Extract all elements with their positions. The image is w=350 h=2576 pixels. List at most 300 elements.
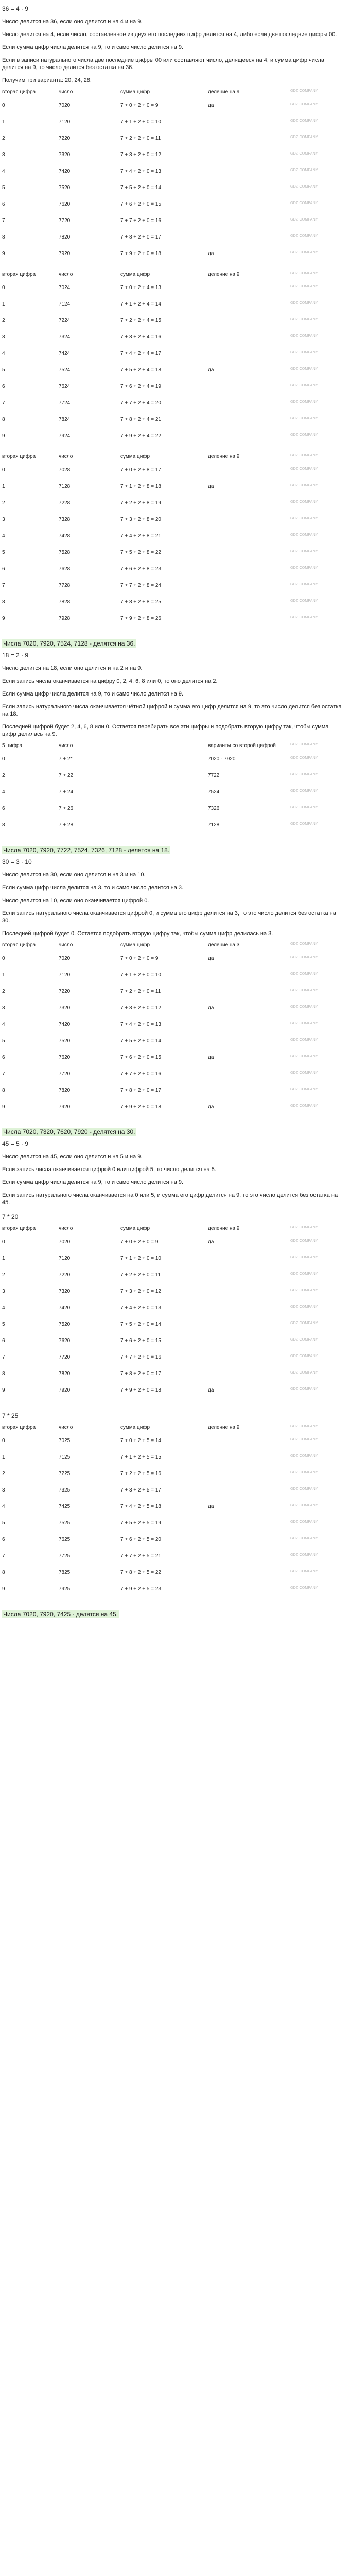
table-row: [2, 1387, 344, 1404]
number-cell: 7928: [59, 616, 71, 621]
digit-cell: 6: [2, 1537, 5, 1543]
table-row: [2, 285, 344, 301]
digit-cell: 9: [2, 433, 5, 439]
section-title: 30 = 3 · 10: [2, 858, 32, 866]
table-header-cell: сумма цифр: [120, 1226, 150, 1231]
watermark: GDZ.COMPANY: [290, 533, 318, 537]
section-title: 45 = 5 · 9: [2, 1140, 29, 1147]
digit-cell: 4: [2, 1022, 5, 1027]
divisibility-cell: 7326: [208, 806, 220, 811]
answer-highlight: Числа 7020, 7320, 7620, 7920 - делятся на 30.: [3, 1128, 135, 1136]
table-row: [2, 773, 344, 789]
table-row: [2, 500, 344, 517]
table-row: [2, 1071, 344, 1088]
table-row: [2, 234, 344, 251]
answer-highlight: Числа 7020, 7920, 7524, 7128 - делятся на 36.: [3, 640, 135, 647]
table-header-cell: вторая цифра: [2, 454, 36, 460]
digit-cell: 1: [2, 119, 5, 125]
watermark: GDZ.COMPANY: [290, 285, 318, 289]
watermark: GDZ.COMPANY: [290, 234, 318, 238]
watermark: GDZ.COMPANY: [290, 135, 318, 139]
table-header-cell: вторая цифра: [2, 942, 36, 948]
paragraph: Если сумма цифр числа делится на 3, то и само число делится на 3.: [2, 885, 184, 891]
table-row: [2, 1537, 344, 1553]
divisibility-cell: 7128: [208, 822, 220, 828]
table-header-cell: деление на 9: [208, 1226, 240, 1231]
digit-cell: 0: [2, 1438, 5, 1444]
digit-cell: 5: [2, 367, 5, 373]
table-row: [2, 384, 344, 400]
paragraph: Число делится на 18, если оно делится и на 2 и на 9.: [2, 665, 143, 671]
watermark: GDZ.COMPANY: [290, 384, 318, 387]
number-cell: 7524: [59, 367, 71, 373]
table-header-cell: деление на 9: [208, 272, 240, 277]
table-row: [2, 1289, 344, 1305]
table-row: [2, 1088, 344, 1104]
digit-sum-cell: 7 + 7 + 2 + 0 = 16: [120, 1071, 161, 1077]
table-header-cell: сумма цифр: [120, 89, 150, 95]
table-row: [2, 201, 344, 218]
digit-table: [2, 942, 344, 1121]
section-36: [2, 1, 344, 648]
divisibility-cell: да: [208, 251, 214, 257]
digit-table: [2, 743, 344, 839]
digit-sum-cell: 7 + 5 + 2 + 0 = 14: [120, 1038, 161, 1044]
watermark: GDZ.COMPANY: [290, 318, 318, 321]
paragraph: Если сумма цифр числа делится на 9, то и само число делится на 9.: [2, 44, 184, 50]
digit-sum-cell: 7 + 2 + 2 + 8 = 19: [120, 500, 161, 506]
digit-cell: 2: [2, 989, 5, 994]
watermark: GDZ.COMPANY: [290, 1570, 318, 1573]
watermark: GDZ.COMPANY: [290, 773, 318, 776]
digit-sum-cell: 7 + 6 + 2 + 5 = 20: [120, 1537, 161, 1543]
table-row: [2, 1321, 344, 1338]
digit-cell: 3: [2, 152, 5, 158]
digit-cell: 8: [2, 599, 5, 605]
table-header-cell: число: [59, 1425, 73, 1430]
watermark: GDZ.COMPANY: [290, 272, 318, 275]
watermark: GDZ.COMPANY: [290, 1425, 318, 1428]
digit-sum-cell: 7 + 3 + 2 + 4 = 16: [120, 334, 161, 340]
table-header-row: [2, 89, 344, 103]
watermark: GDZ.COMPANY: [290, 583, 318, 586]
number-cell: 7125: [59, 1454, 71, 1460]
number-cell: 7228: [59, 500, 71, 506]
table-header-cell: деление на 9: [208, 454, 240, 460]
digit-table: [2, 272, 344, 450]
table-row: [2, 956, 344, 972]
number-cell: 7028: [59, 467, 71, 473]
digit-sum-cell: 7 + 1 + 2 + 4 = 14: [120, 301, 161, 307]
table-row: [2, 467, 344, 484]
paragraph: Получим три варианта: 20, 24, 28.: [2, 77, 92, 83]
table-row: [2, 1104, 344, 1121]
digit-cell: 3: [2, 1487, 5, 1493]
watermark: GDZ.COMPANY: [290, 1022, 318, 1025]
digit-sum-cell: 7 + 3 + 2 + 0 = 12: [120, 1289, 161, 1294]
digit-cell: 5: [2, 550, 5, 555]
table-row: [2, 152, 344, 168]
watermark: GDZ.COMPANY: [290, 103, 318, 106]
digit-cell: 3: [2, 334, 5, 340]
number-cell: 7620: [59, 1055, 71, 1060]
digit-cell: 2: [2, 135, 5, 141]
digit-sum-cell: 7 + 8 + 2 + 8 = 25: [120, 599, 161, 605]
case-label: 7 * 25: [2, 1412, 19, 1419]
number-cell: 7920: [59, 251, 71, 257]
table-row: [2, 756, 344, 773]
digit-cell: 4: [2, 789, 5, 795]
number-cell: 7525: [59, 1520, 71, 1526]
number-cell: 7620: [59, 201, 71, 207]
table-row: [2, 1338, 344, 1354]
divisibility-cell: да: [208, 367, 214, 373]
digit-sum-cell: 7 + 7 + 2 + 0 = 16: [120, 218, 161, 224]
paragraph: Если сумма цифр числа делится на 9, то и само число делится на 9.: [2, 691, 184, 697]
watermark: GDZ.COMPANY: [290, 119, 318, 123]
table-row: [2, 822, 344, 839]
section-18: [2, 648, 344, 854]
table-row: [2, 1553, 344, 1570]
number-cell: 7528: [59, 550, 71, 555]
number-cell: 7324: [59, 334, 71, 340]
table-row: [2, 972, 344, 989]
table-row: [2, 318, 344, 334]
watermark: GDZ.COMPANY: [290, 351, 318, 354]
digit-sum-cell: 7 + 9 + 2 + 0 = 18: [120, 1387, 161, 1393]
number-cell: 7020: [59, 956, 71, 961]
number-cell: 7020: [59, 103, 71, 108]
table-row: [2, 1487, 344, 1504]
paragraph: Если запись числа оканчивается цифрой 0 или цифрой 5, то число делится на 5.: [2, 1166, 216, 1173]
digit-cell: 8: [2, 417, 5, 422]
watermark: GDZ.COMPANY: [290, 1321, 318, 1325]
watermark: GDZ.COMPANY: [290, 334, 318, 338]
table-row: [2, 1454, 344, 1471]
digit-cell: 2: [2, 1471, 5, 1477]
table-row: [2, 806, 344, 822]
digit-cell: 0: [2, 1239, 5, 1245]
table-header-cell: вторая цифра: [2, 272, 36, 277]
table-header-cell: число: [59, 454, 73, 460]
table-row: [2, 1438, 344, 1454]
table-row: [2, 334, 344, 351]
watermark: GDZ.COMPANY: [290, 1504, 318, 1507]
digit-cell: 8: [2, 1371, 5, 1377]
watermark: GDZ.COMPANY: [290, 168, 318, 172]
digit-cell: 3: [2, 1289, 5, 1294]
digit-sum-cell: 7 + 6 + 2 + 4 = 19: [120, 384, 161, 389]
digit-sum-cell: 7 + 6 + 2 + 8 = 23: [120, 566, 161, 572]
digit-sum-cell: 7 + 4 + 2 + 0 = 13: [120, 1305, 161, 1311]
digit-sum-cell: 7 + 5 + 2 + 8 = 22: [120, 550, 161, 555]
table-row: [2, 301, 344, 318]
watermark: GDZ.COMPANY: [290, 1553, 318, 1557]
divisibility-cell: да: [208, 1055, 214, 1060]
number-cell: 7520: [59, 185, 71, 191]
watermark: GDZ.COMPANY: [290, 1005, 318, 1009]
watermark: GDZ.COMPANY: [290, 185, 318, 189]
number-cell: 7224: [59, 318, 71, 324]
number-cell: 7828: [59, 599, 71, 605]
table-header-row: [2, 272, 344, 285]
table-header-cell: 5 цифра: [2, 743, 23, 749]
watermark: GDZ.COMPANY: [290, 484, 318, 487]
digit-cell: 0: [2, 467, 5, 473]
number-cell: 7 + 26: [59, 806, 74, 811]
digit-cell: 7: [2, 583, 5, 588]
number-cell: 7220: [59, 989, 71, 994]
table-row: [2, 550, 344, 566]
digit-sum-cell: 7 + 0 + 2 + 0 = 9: [120, 1239, 159, 1245]
table-row: [2, 351, 344, 367]
table-row: [2, 119, 344, 135]
watermark: GDZ.COMPANY: [290, 301, 318, 305]
number-cell: 7620: [59, 1338, 71, 1344]
watermark: GDZ.COMPANY: [290, 806, 318, 809]
number-cell: 7820: [59, 1088, 71, 1093]
table-header-cell: число: [59, 1226, 73, 1231]
watermark: GDZ.COMPANY: [290, 1305, 318, 1309]
watermark: GDZ.COMPANY: [290, 1338, 318, 1342]
table-row: [2, 789, 344, 806]
number-cell: 7220: [59, 135, 71, 141]
table-header-cell: сумма цифр: [120, 1425, 150, 1430]
digit-cell: 2: [2, 500, 5, 506]
number-cell: 7025: [59, 1438, 71, 1444]
table-row: [2, 1354, 344, 1371]
table-header-cell: число: [59, 272, 73, 277]
digit-sum-cell: 7 + 4 + 2 + 8 = 21: [120, 533, 161, 539]
digit-sum-cell: 7 + 8 + 2 + 0 = 17: [120, 234, 161, 240]
watermark: GDZ.COMPANY: [290, 989, 318, 992]
number-cell: 7720: [59, 218, 71, 224]
watermark: GDZ.COMPANY: [290, 89, 318, 93]
watermark: GDZ.COMPANY: [290, 218, 318, 222]
digit-cell: 6: [2, 201, 5, 207]
number-cell: 7320: [59, 152, 71, 158]
digit-sum-cell: 7 + 5 + 2 + 4 = 18: [120, 367, 161, 373]
paragraph: Последней цифрой будет 2, 4, 6, 8 или 0. Остается перебирать все эти цифры и подобрать вторую цифру так, чтобы сумма цифр делилась на 9.: [2, 724, 329, 737]
watermark: GDZ.COMPANY: [290, 1038, 318, 1042]
digit-cell: 1: [2, 1256, 5, 1261]
number-cell: 7120: [59, 972, 71, 978]
digit-cell: 1: [2, 484, 5, 489]
digit-sum-cell: 7 + 4 + 2 + 5 = 18: [120, 1504, 161, 1510]
digit-cell: 3: [2, 1005, 5, 1011]
digit-table: [2, 1425, 344, 1603]
answer-highlight: Числа 7020, 7920, 7722, 7524, 7326, 7128 - делятся на 18.: [3, 846, 170, 854]
paragraph: Если запись натурального числа оканчивается на 0 или 5, и сумма его цифр делится на 9, то это число делится без остатка на 45.: [2, 1192, 338, 1206]
digit-sum-cell: 7 + 9 + 2 + 5 = 23: [120, 1586, 161, 1592]
number-cell: 7428: [59, 533, 71, 539]
table-header-row: [2, 1226, 344, 1239]
digit-cell: 5: [2, 1520, 5, 1526]
watermark: GDZ.COMPANY: [290, 201, 318, 205]
section-30: [2, 854, 344, 1136]
table-row: [2, 185, 344, 201]
table-row: [2, 168, 344, 185]
watermark: GDZ.COMPANY: [290, 1055, 318, 1058]
watermark: GDZ.COMPANY: [290, 956, 318, 959]
digit-sum-cell: 7 + 1 + 2 + 0 = 10: [120, 1256, 161, 1261]
digit-cell: 9: [2, 251, 5, 257]
digit-table: [2, 1226, 344, 1404]
watermark: GDZ.COMPANY: [290, 1471, 318, 1475]
table-row: [2, 1055, 344, 1071]
divisibility-cell: да: [208, 1104, 214, 1110]
table-row: [2, 989, 344, 1005]
number-cell: 7624: [59, 384, 71, 389]
digit-cell: 7: [2, 1354, 5, 1360]
digit-cell: 6: [2, 1055, 5, 1060]
watermark: GDZ.COMPANY: [290, 1226, 318, 1229]
table-row: [2, 1504, 344, 1520]
table-header-cell: число: [59, 743, 73, 749]
table-row: [2, 517, 344, 533]
watermark: GDZ.COMPANY: [290, 367, 318, 371]
digit-cell: 1: [2, 972, 5, 978]
digit-cell: 8: [2, 1088, 5, 1093]
digit-sum-cell: 7 + 1 + 2 + 8 = 18: [120, 484, 161, 489]
number-cell: 7824: [59, 417, 71, 422]
number-cell: 7425: [59, 1504, 71, 1510]
table-row: [2, 1239, 344, 1256]
table-row: [2, 1022, 344, 1038]
watermark: GDZ.COMPANY: [290, 1438, 318, 1442]
watermark: GDZ.COMPANY: [290, 1071, 318, 1075]
table-header-row: [2, 1425, 344, 1438]
watermark: GDZ.COMPANY: [290, 1354, 318, 1358]
digit-sum-cell: 7 + 4 + 2 + 4 = 17: [120, 351, 161, 357]
watermark: GDZ.COMPANY: [290, 454, 318, 457]
table-row: [2, 433, 344, 450]
digit-cell: 5: [2, 1038, 5, 1044]
number-cell: 7120: [59, 119, 71, 125]
digit-sum-cell: 7 + 8 + 2 + 4 = 21: [120, 417, 161, 422]
number-cell: 7024: [59, 285, 71, 291]
digit-cell: 7: [2, 400, 5, 406]
divisibility-cell: 7722: [208, 773, 220, 778]
digit-cell: 9: [2, 1586, 5, 1592]
digit-cell: 4: [2, 1504, 5, 1510]
digit-sum-cell: 7 + 7 + 2 + 4 = 20: [120, 400, 161, 406]
digit-cell: 2: [2, 773, 5, 778]
number-cell: 7625: [59, 1537, 71, 1543]
digit-cell: 7: [2, 1071, 5, 1077]
table-header-cell: вторая цифра: [2, 89, 36, 95]
digit-sum-cell: 7 + 6 + 2 + 0 = 15: [120, 1055, 161, 1060]
table-row: [2, 135, 344, 152]
digit-cell: 8: [2, 1570, 5, 1575]
digit-cell: 8: [2, 234, 5, 240]
section-title: 36 = 4 · 9: [2, 5, 29, 12]
digit-cell: 0: [2, 285, 5, 291]
table-row: [2, 1586, 344, 1603]
watermark: GDZ.COMPANY: [290, 942, 318, 946]
number-cell: 7320: [59, 1005, 71, 1011]
digit-sum-cell: 7 + 4 + 2 + 0 = 13: [120, 1022, 161, 1027]
watermark: GDZ.COMPANY: [290, 251, 318, 255]
digit-cell: 6: [2, 566, 5, 572]
digit-sum-cell: 7 + 3 + 2 + 0 = 12: [120, 152, 161, 158]
number-cell: 7820: [59, 234, 71, 240]
paragraph: Если запись натурального числа оканчивается чётной цифрой и сумма его цифр делится на 9, то это число делится без остатка на 18.: [2, 704, 342, 717]
digit-sum-cell: 7 + 3 + 2 + 5 = 17: [120, 1487, 161, 1493]
digit-sum-cell: 7 + 1 + 2 + 0 = 10: [120, 972, 161, 978]
watermark: GDZ.COMPANY: [290, 789, 318, 793]
paragraph: Число делится на 10, если оно оканчивается цифрой 0.: [2, 897, 149, 904]
table-row: [2, 484, 344, 500]
watermark: GDZ.COMPANY: [290, 152, 318, 156]
watermark: GDZ.COMPANY: [290, 1371, 318, 1375]
digit-cell: 0: [2, 103, 5, 108]
watermark: GDZ.COMPANY: [290, 1454, 318, 1458]
digit-cell: 7: [2, 218, 5, 224]
watermark: GDZ.COMPANY: [290, 467, 318, 471]
divisibility-cell: да: [208, 1239, 214, 1245]
watermark: GDZ.COMPANY: [290, 1537, 318, 1540]
table-header-cell: деление на 9: [208, 1425, 240, 1430]
divisibility-cell: да: [208, 956, 214, 961]
case-label: 7 * 20: [2, 1213, 19, 1221]
digit-cell: 9: [2, 616, 5, 621]
table-header-cell: варианты со второй цифрой: [208, 743, 276, 749]
number-cell: 7220: [59, 1272, 71, 1278]
number-cell: 7920: [59, 1104, 71, 1110]
table-header-row: [2, 743, 344, 756]
digit-sum-cell: 7 + 9 + 2 + 0 = 18: [120, 1104, 161, 1110]
number-cell: 7720: [59, 1354, 71, 1360]
paragraph: Если запись натурального числа оканчивается цифрой 0, и сумма его цифр делится на 3, то это число делится без остатка на 30.: [2, 910, 336, 924]
watermark: GDZ.COMPANY: [290, 1239, 318, 1243]
digit-cell: 8: [2, 822, 5, 828]
digit-sum-cell: 7 + 5 + 2 + 0 = 14: [120, 1321, 161, 1327]
table-header-cell: число: [59, 942, 73, 948]
number-cell: 7724: [59, 400, 71, 406]
table-row: [2, 1570, 344, 1586]
number-cell: 7320: [59, 1289, 71, 1294]
watermark: GDZ.COMPANY: [290, 433, 318, 437]
watermark: GDZ.COMPANY: [290, 972, 318, 976]
watermark: GDZ.COMPANY: [290, 1104, 318, 1108]
table-row: [2, 1471, 344, 1487]
number-cell: 7925: [59, 1586, 71, 1592]
table-header-cell: деление на 3: [208, 942, 240, 948]
table-header-cell: вторая цифра: [2, 1425, 36, 1430]
table-header-cell: сумма цифр: [120, 272, 150, 277]
digit-cell: 5: [2, 185, 5, 191]
digit-sum-cell: 7 + 1 + 2 + 5 = 15: [120, 1454, 161, 1460]
number-cell: 7728: [59, 583, 71, 588]
digit-cell: 4: [2, 351, 5, 357]
watermark: GDZ.COMPANY: [290, 1289, 318, 1292]
table-row: [2, 1371, 344, 1387]
number-cell: 7328: [59, 517, 71, 522]
watermark: GDZ.COMPANY: [290, 743, 318, 747]
number-cell: 7 + 28: [59, 822, 74, 828]
digit-sum-cell: 7 + 3 + 2 + 8 = 20: [120, 517, 161, 522]
watermark: GDZ.COMPANY: [290, 566, 318, 570]
digit-sum-cell: 7 + 0 + 2 + 0 = 9: [120, 103, 159, 108]
watermark: GDZ.COMPANY: [290, 500, 318, 504]
number-cell: 7020: [59, 1239, 71, 1245]
watermark: GDZ.COMPANY: [290, 1088, 318, 1091]
number-cell: 7124: [59, 301, 71, 307]
digit-sum-cell: 7 + 2 + 2 + 0 = 11: [120, 135, 161, 141]
watermark: GDZ.COMPANY: [290, 1256, 318, 1259]
digit-sum-cell: 7 + 7 + 2 + 0 = 16: [120, 1354, 161, 1360]
